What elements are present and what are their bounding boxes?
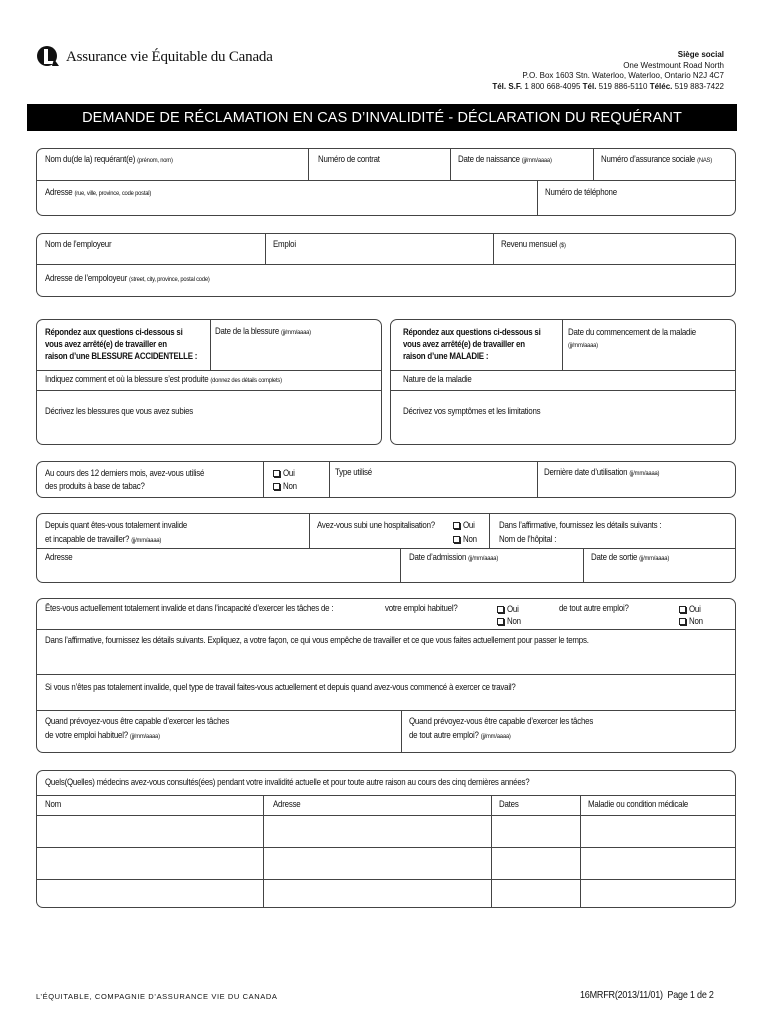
tobacco-yes-option[interactable]	[273, 467, 299, 480]
tobacco-last-use-hint: (jj/mm/aaaa)	[629, 470, 660, 477]
illness-date-hint: (jj/mm/aaaa)	[568, 342, 598, 349]
contract-number-label: Numéro de contrat	[318, 154, 380, 164]
hospital-yes-option[interactable]	[453, 518, 479, 532]
own-job-yes-option[interactable]	[497, 603, 523, 615]
sin-label: Numéro d’assurance sociale	[601, 154, 696, 164]
logo-icon	[36, 44, 60, 70]
dob-hint: (jj/mm/aaaa)	[521, 157, 552, 164]
own-job-no-option[interactable]	[497, 615, 523, 627]
injury-question-line2: vous avez arrêté(e) de travailler en	[45, 339, 167, 349]
return-own-hint: (jj/mm/aaaa)	[129, 733, 160, 740]
footer-company: L’ÉQUITABLE, COMPAGNIE D’ASSURANCE VIE DU CANADA	[36, 992, 278, 1001]
return-own-job-field[interactable]	[45, 714, 259, 744]
injury-describe-field[interactable]	[45, 406, 217, 416]
any-job-yes-option[interactable]	[679, 603, 705, 615]
hospital-address-label: Adresse	[45, 552, 73, 562]
table-row[interactable]	[37, 880, 735, 908]
logo-text: Assurance vie Équitable du Canada	[66, 48, 273, 65]
footer-page-info	[580, 989, 736, 1001]
hospital-no-option[interactable]	[453, 532, 479, 546]
tel-sf-label: Tél. S.F.	[492, 81, 523, 91]
col-dates-label: Dates	[499, 799, 519, 809]
claimant-name-hint: (prénom, nom)	[137, 157, 173, 164]
form-code: 16MRFR(2013/11/01)	[580, 989, 664, 1001]
tobacco-last-use-field[interactable]	[544, 467, 678, 477]
hq-line2: P.O. Box 1603 Stn. Waterloo, Waterloo, Ontario N2J 4C7	[522, 71, 724, 80]
illness-date-field[interactable]	[568, 326, 717, 352]
income-hint: ($)	[559, 242, 566, 249]
contract-number-field[interactable]	[318, 154, 390, 164]
injury-how-hint: (donnez des détails complets)	[210, 377, 282, 384]
address-label: Adresse	[45, 187, 73, 197]
hospital-details-field[interactable]	[499, 518, 688, 546]
injury-question-line3: raison d’une BLESSURE ACCIDENTELLE :	[45, 351, 198, 361]
injury-question	[45, 326, 222, 362]
injury-section	[36, 319, 382, 445]
any-job-no-option[interactable]	[679, 615, 705, 627]
illness-section	[390, 319, 736, 445]
discharge-date-label: Date de sortie	[591, 552, 638, 562]
tobacco-question	[45, 467, 230, 493]
claimant-section	[36, 148, 736, 216]
any-job-label: de tout autre emploi?	[559, 603, 629, 613]
sin-hint: (NAS)	[697, 157, 712, 164]
partial-work-field[interactable]	[45, 682, 592, 692]
disability-since-line2: et incapable de travailler?	[45, 534, 130, 544]
hospital-details-label: Dans l’affirmative, fournissez les détails suivants :	[499, 520, 662, 530]
company-logo	[36, 44, 273, 70]
employer-section	[36, 233, 736, 297]
doctors-section	[36, 770, 736, 908]
hospital-yes-label: Oui	[463, 520, 475, 530]
injury-describe-label: Décrivez les blessures que vous avez subies	[45, 406, 193, 416]
any-job-yes-checkbox[interactable]	[679, 606, 686, 613]
employer-address-hint: (street, city, province, postal code)	[129, 276, 210, 283]
fax: 519 883-7422	[674, 81, 724, 91]
return-any-hint: (jj/mm/aaaa)	[480, 733, 511, 740]
hospital-name-label: Nom de l’hôpital :	[499, 534, 557, 544]
illness-nature-field[interactable]	[403, 374, 483, 384]
tobacco-no-checkbox[interactable]	[273, 483, 280, 490]
col-condition-label: Maladie ou condition médicale	[588, 799, 689, 809]
return-any-line2: de tout autre emploi?	[409, 730, 479, 740]
phone-field[interactable]	[545, 187, 629, 197]
admission-date-hint: (jj/mm/aaaa)	[468, 555, 499, 562]
employer-address-field[interactable]	[45, 273, 236, 283]
tel: 519 886-5110	[598, 81, 648, 91]
address-hint: (rue, ville, province, code postal)	[74, 190, 152, 197]
hospital-no-checkbox[interactable]	[453, 536, 460, 543]
sin-field[interactable]	[601, 154, 730, 164]
disability-question-label: Êtes-vous actuellement totalement invalide et dans l’incapacité d’exercer les tâches de :	[45, 603, 334, 613]
any-job-yes-label: Oui	[689, 604, 701, 614]
job-label: Emploi	[273, 239, 296, 249]
explain-label: Dans l’affirmative, fournissez les détails suivants. Expliquez, a votre façon, ce qui vous empêche de travailler et ce que vous faites actuellement pour passer le temps.	[45, 635, 589, 645]
illness-date-label: Date du commencement de la maladie	[568, 327, 696, 337]
disability-since-hint: (jj/mm/aaaa)	[131, 537, 162, 544]
col-name-label: Nom	[45, 799, 62, 809]
tobacco-question-line1: Au cours des 12 derniers mois, avez-vous utilisé	[45, 468, 205, 478]
tel-sf: 1 800 668-4095	[524, 81, 581, 91]
claimant-address-field[interactable]	[45, 187, 168, 197]
job-field[interactable]	[273, 239, 300, 249]
hq-phones	[492, 82, 724, 93]
own-job-question	[385, 603, 469, 613]
injury-how-label: Indiquez comment et où la blessure s’est produite	[45, 374, 209, 384]
illness-question-line1: Répondez aux questions ci-dessous si	[403, 327, 541, 337]
return-any-line1: Quand prévoyez-vous être capable d’exercer les tâches	[409, 716, 594, 726]
monthly-income-field[interactable]	[501, 239, 576, 249]
hq-line1: One Westmount Road North	[623, 60, 724, 70]
hospital-address-field[interactable]	[45, 552, 77, 562]
own-job-yes-checkbox[interactable]	[497, 606, 504, 613]
claimant-name-label: Nom du(de la) requérant(e)	[45, 154, 136, 164]
phone-label: Numéro de téléphone	[545, 187, 617, 197]
hospitalization-question-label: Avez-vous subi une hospitalisation?	[317, 520, 435, 530]
doctors-col-dates	[499, 799, 522, 809]
employer-name-label: Nom de l’employeur	[45, 239, 112, 249]
partial-work-label: Si vous n’êtes pas totalement invalide, quel type de travail faites-vous actuellement et depuis quand avez-vous commencé à exercer ce travail?	[45, 682, 516, 692]
tobacco-no-label: Non	[283, 481, 297, 491]
hospital-section	[36, 513, 736, 583]
fax-label: Téléc.	[649, 81, 673, 91]
tobacco-section	[36, 461, 736, 498]
tobacco-options	[273, 467, 299, 493]
own-job-no-checkbox[interactable]	[497, 618, 504, 625]
tobacco-type-label: Type utilisé	[335, 467, 372, 477]
table-row[interactable]	[37, 848, 735, 879]
injury-question-line1: Répondez aux questions ci-dessous si	[45, 327, 183, 337]
discharge-date-field[interactable]	[591, 552, 682, 562]
injury-date-hint: (jj/mm/aaaa)	[280, 329, 311, 336]
illness-symptoms-label: Décrivez vos symptômes et les limitations	[403, 406, 541, 416]
discharge-date-hint: (jj/mm/aaaa)	[639, 555, 670, 562]
any-job-options	[679, 603, 705, 627]
return-any-job-field[interactable]	[409, 714, 623, 744]
own-job-options	[497, 603, 523, 627]
dob-field[interactable]	[458, 154, 567, 164]
injury-date-label: Date de la blessure	[215, 326, 280, 336]
any-job-question	[559, 603, 640, 613]
return-own-line2: de votre emploi habituel?	[45, 730, 128, 740]
own-job-yes-label: Oui	[507, 604, 519, 614]
tobacco-yes-checkbox[interactable]	[273, 470, 280, 477]
tobacco-type-field[interactable]	[335, 467, 378, 477]
hospitalization-question	[317, 518, 454, 532]
hospital-no-label: Non	[463, 534, 477, 544]
table-row[interactable]	[37, 816, 735, 847]
illness-nature-label: Nature de la maladie	[403, 374, 472, 384]
admission-date-label: Date d’admission	[409, 552, 467, 562]
hq-title: Siège social	[677, 50, 724, 59]
tobacco-last-use-label: Dernière date d’utilisation	[544, 467, 628, 477]
employer-name-field[interactable]	[45, 239, 122, 249]
return-own-line1: Quand prévoyez-vous être capable d’exercer les tâches	[45, 716, 230, 726]
doctors-question-label: Quels(Quelles) médecins avez-vous consultés(ées) pendant votre invalidité actuelle et pour toute autre raison au cours des cinq dernières années?	[45, 777, 530, 787]
doctors-col-address	[273, 799, 305, 809]
dob-label: Date de naissance	[458, 154, 520, 164]
page-number: Page 1 de 2	[667, 989, 715, 1001]
claimant-name-field[interactable]	[45, 154, 193, 164]
illness-question-line3: raison d’une MALADIE :	[403, 351, 489, 361]
tobacco-yes-label: Oui	[283, 468, 295, 478]
any-job-no-label: Non	[689, 616, 703, 626]
disability-question	[45, 603, 380, 613]
explain-field[interactable]	[45, 635, 677, 645]
illness-symptoms-field[interactable]	[403, 406, 563, 416]
disability-since-line1: Depuis quant êtes-vous totalement invalide	[45, 520, 188, 530]
injury-date-field[interactable]	[215, 326, 327, 336]
hospital-yes-checkbox[interactable]	[453, 522, 460, 529]
doctors-col-name	[45, 799, 64, 809]
disability-section	[36, 598, 736, 753]
injury-how-field[interactable]	[45, 374, 320, 384]
hospitalization-options	[453, 518, 479, 546]
disability-since-field[interactable]	[45, 518, 210, 548]
col-address-label: Adresse	[273, 799, 301, 809]
form-title: DEMANDE DE RÉCLAMATION EN CAS D’INVALIDITÉ - DÉCLARATION DU REQUÉRANT	[27, 104, 737, 131]
doctors-col-condition	[588, 799, 704, 809]
doctors-question	[45, 777, 608, 787]
admission-date-field[interactable]	[409, 552, 513, 562]
tobacco-no-option[interactable]	[273, 480, 299, 493]
head-office-address	[492, 50, 724, 92]
any-job-no-checkbox[interactable]	[679, 618, 686, 625]
illness-question-line2: vous avez arrêté(e) de travailler en	[403, 339, 525, 349]
employer-address-label: Adresse de l’empoloyeur	[45, 273, 128, 283]
tobacco-question-line2: des produits à base de tabac?	[45, 481, 145, 491]
own-job-label: votre emploi habituel?	[385, 603, 458, 613]
illness-question	[403, 326, 563, 362]
own-job-no-label: Non	[507, 616, 521, 626]
income-label: Revenu mensuel	[501, 239, 558, 249]
tel-label: Tél.	[582, 81, 597, 91]
